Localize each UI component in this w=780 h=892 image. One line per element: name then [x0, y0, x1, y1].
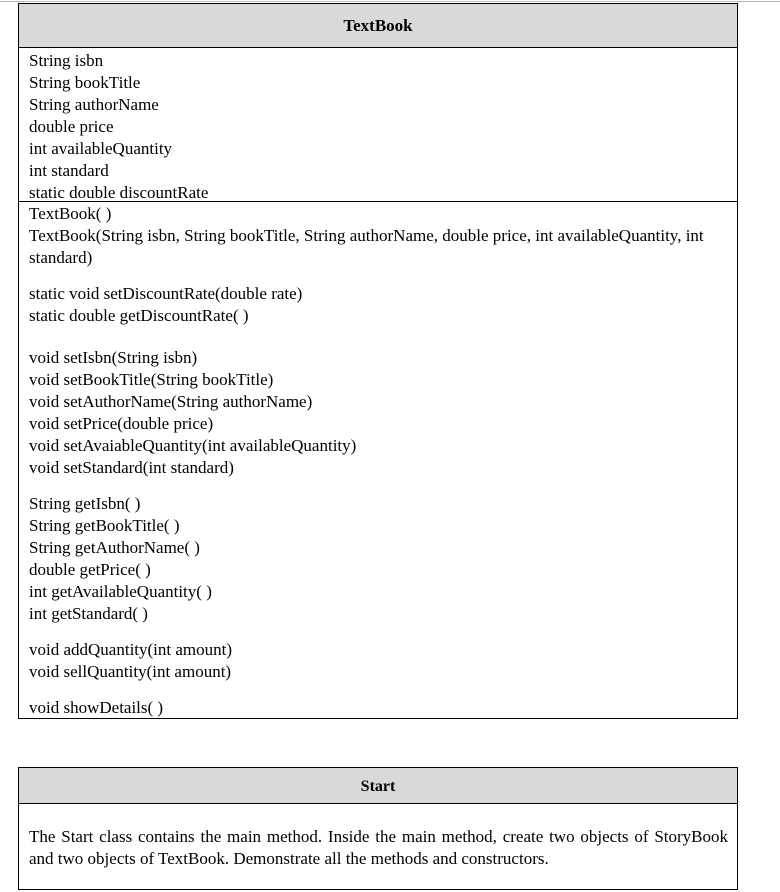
method-line: int getStandard( )	[29, 604, 148, 623]
spacer	[29, 269, 729, 283]
method-line: void setBookTitle(String bookTitle)	[29, 370, 274, 389]
method-line: void showDetails( )	[29, 698, 164, 717]
method-line: void setAvaiableQuantity(int availableQuantity)	[29, 436, 357, 455]
method-line: void setIsbn(String isbn)	[29, 348, 198, 367]
method-line: double getPrice( )	[29, 560, 151, 579]
constructor-line: TextBook( )	[29, 204, 112, 223]
attribute-line: String bookTitle	[29, 73, 141, 92]
method-line: String getBookTitle( )	[29, 516, 180, 535]
textbook-methods	[19, 202, 737, 719]
textbook-attributes	[19, 48, 737, 202]
method-line: void sellQuantity(int amount)	[29, 662, 232, 681]
textbook-class-box	[18, 3, 738, 719]
attribute-line: static double discountRate	[29, 183, 209, 202]
attribute-line: String isbn	[29, 51, 104, 70]
method-line: void setPrice(double price)	[29, 414, 214, 433]
spacer	[29, 625, 729, 639]
attribute-line: double price	[29, 117, 114, 136]
spacer	[29, 683, 729, 697]
top-rule	[0, 1, 780, 2]
method-line: String getAuthorName( )	[29, 538, 200, 557]
constructor-line: TextBook(String isbn, String bookTitle, String authorName, double price, int availableQuantity, int standard)	[29, 226, 704, 267]
spacer	[29, 479, 729, 493]
method-line: static double getDiscountRate( )	[29, 306, 249, 325]
attribute-line: int standard	[29, 161, 109, 180]
method-line: int getAvailableQuantity( )	[29, 582, 212, 601]
start-description: The Start class contains the main method. Inside the main method, create two objects of StoryBook and two objects of TextBook. Demonstrate all the methods and constructors.	[29, 827, 728, 868]
method-line: String getIsbn( )	[29, 494, 141, 513]
method-line: static void setDiscountRate(double rate)	[29, 284, 303, 303]
attribute-line: String authorName	[29, 95, 159, 114]
spacer	[29, 327, 729, 347]
start-class-box	[18, 767, 738, 890]
start-class-name: Start	[19, 768, 737, 804]
method-line: void addQuantity(int amount)	[29, 640, 233, 659]
method-line: void setStandard(int standard)	[29, 458, 234, 477]
textbook-class-name: TextBook	[19, 4, 737, 48]
attribute-line: int availableQuantity	[29, 139, 173, 158]
method-line: void setAuthorName(String authorName)	[29, 392, 313, 411]
